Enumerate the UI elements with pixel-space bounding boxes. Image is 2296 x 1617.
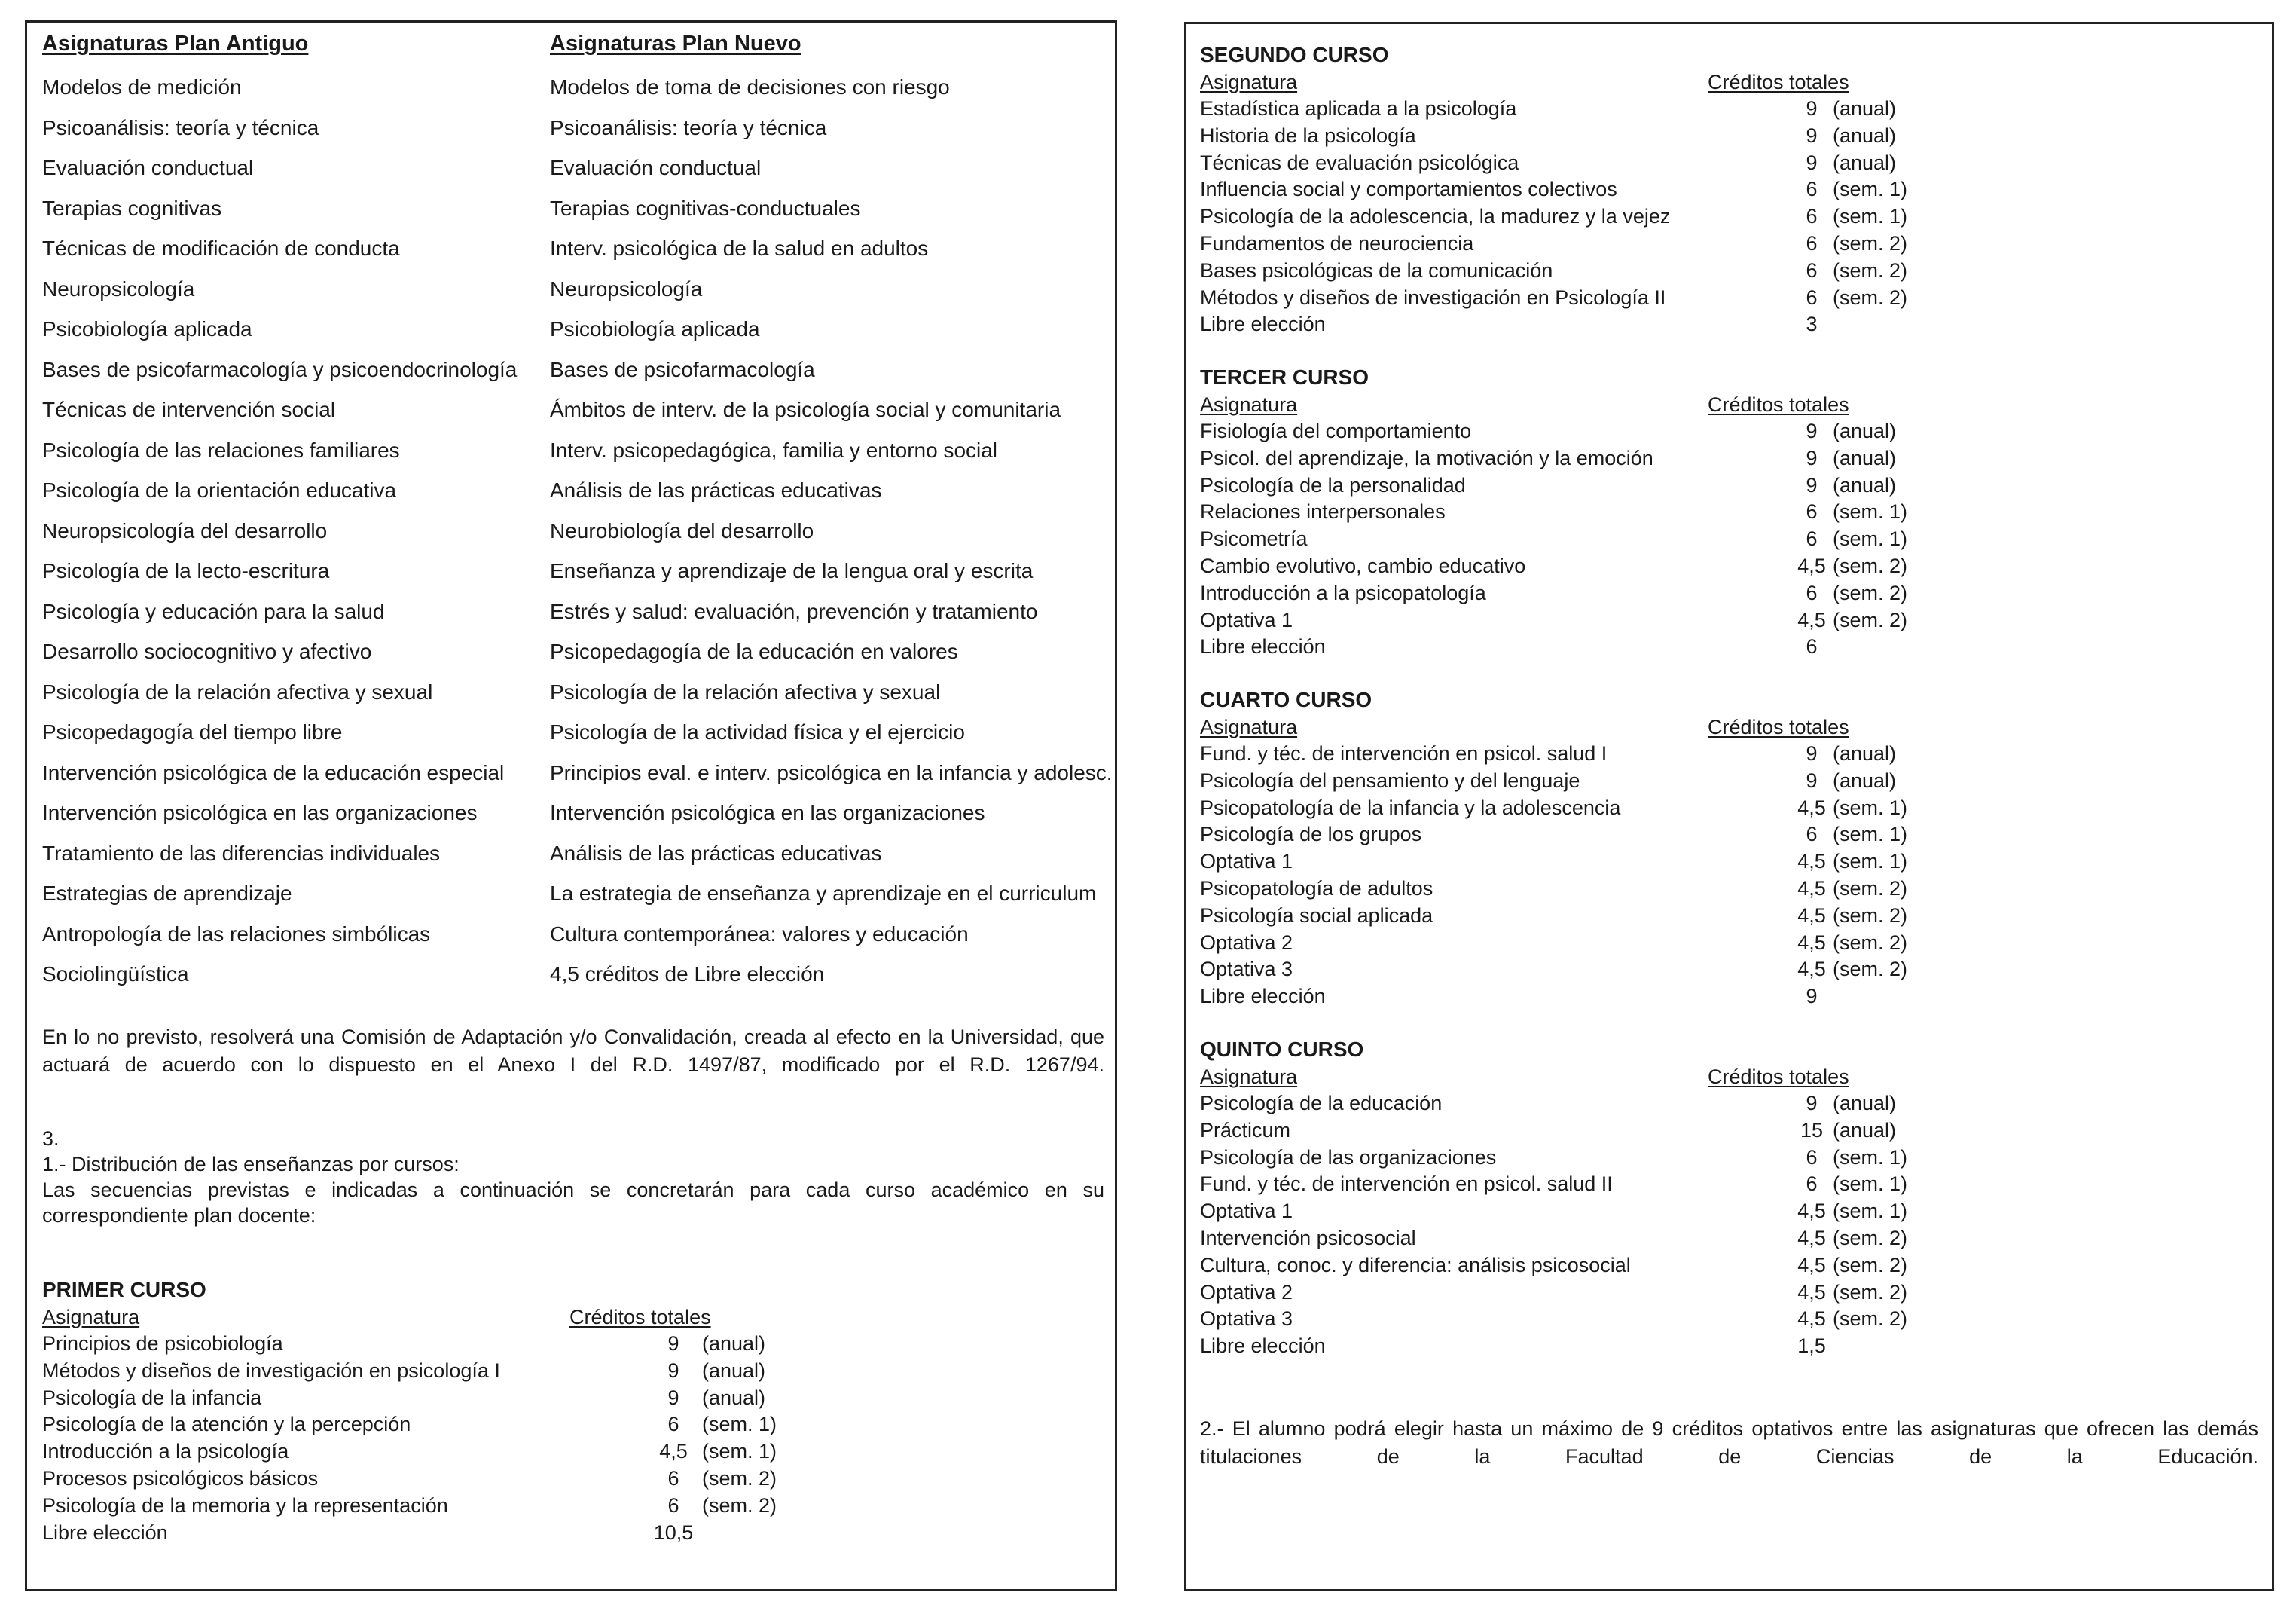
credits-value: 9 [667, 1386, 679, 1409]
credits-value: 4,5 [1797, 1280, 1826, 1304]
credits-value: 4,5 [1797, 1226, 1826, 1249]
subject-name: Procesos psicológicos básicos [42, 1466, 319, 1490]
course-header [1200, 1064, 2255, 1090]
course-row [1200, 499, 2255, 526]
col-credits-header: Créditos totales [1708, 716, 1849, 738]
course-row [1200, 176, 2255, 203]
course-row [1200, 1171, 2255, 1198]
old-subject: Desarrollo sociocognitivo y afectivo [42, 640, 372, 663]
course-row [42, 1520, 871, 1547]
new-subject: Psicología de la actividad física y el ejercicio [550, 720, 965, 744]
credits-value: 9 [1806, 985, 1818, 1008]
term-label: (sem. 2) [702, 1493, 777, 1517]
new-subject: Terapias cognitivas-conductuales [550, 196, 861, 220]
course-row [1200, 768, 2255, 795]
old-subject: Antropología de las relaciones simbólicas [42, 922, 431, 946]
term-label: (sem. 2) [1833, 1280, 1908, 1304]
subject-name: Fund. y téc. de intervención en psicol. salud II [1200, 1172, 1613, 1196]
old-subject: Psicopedagogía del tiempo libre [42, 720, 343, 744]
credits-value: 4,5 [659, 1440, 688, 1463]
credits-value: 9 [1806, 151, 1818, 174]
term-label: (sem. 2) [1833, 876, 1908, 900]
course-row [42, 1438, 871, 1466]
term-label: (sem. 2) [1833, 286, 1908, 309]
subject-name: Psicología de la atención y la percepción [42, 1413, 411, 1436]
course-row [42, 1411, 871, 1438]
equivalence-row [27, 434, 1115, 475]
right-page [1184, 22, 2274, 1591]
course-row [1200, 553, 2255, 580]
subject-name: Libre elección [42, 1521, 168, 1544]
course-row [1200, 848, 2255, 876]
course-row [1200, 150, 2255, 177]
term-label: (sem. 1) [1833, 527, 1908, 551]
col-credits-header: Créditos totales [1708, 1065, 1849, 1088]
subject-name: Optativa 1 [1200, 608, 1293, 631]
credits-value: 6 [1806, 231, 1818, 255]
old-subject: Bases de psicofarmacología y psicoendocrinología [42, 357, 518, 381]
course-row [1200, 876, 2255, 903]
new-subject: Análisis de las prácticas educativas [550, 478, 882, 502]
credits-value: 6 [1806, 500, 1818, 524]
section-subtitle: 1.- Distribución de las enseñanzas por cursos: [42, 1153, 460, 1175]
new-subject: La estrategia de enseñanza y aprendizaje en el curriculum [550, 882, 1097, 905]
credits-value: 6 [1806, 527, 1818, 551]
subject-name: Psicología de la educación [1200, 1092, 1443, 1114]
subject-name: Libre elección [1200, 313, 1326, 336]
equivalence-table [27, 71, 1115, 998]
credits-value: 6 [667, 1493, 679, 1517]
credits-value: 6 [1806, 635, 1818, 659]
old-subject: Técnicas de modificación de conducta [42, 237, 400, 260]
subject-name: Métodos y diseños de investigación en psicología I [42, 1359, 500, 1382]
term-label: (anual) [1833, 742, 1897, 765]
section-text-line: correspondiente plan docente: [42, 1204, 316, 1227]
subject-name: Cambio evolutivo, cambio educativo [1200, 554, 1526, 577]
subject-name: Intervención psicosocial [1200, 1226, 1416, 1249]
subject-name: Fund. y téc. de intervención en psicol. salud I [1200, 742, 1608, 765]
course-row [1200, 445, 2255, 472]
term-label: (anual) [702, 1386, 766, 1409]
new-subject: Psicología de la relación afectiva y sexual [550, 680, 941, 704]
term-label: (sem. 1) [1833, 1172, 1908, 1196]
new-subject: Enseñanza y aprendizaje de la lengua oral y escrita [550, 559, 1034, 582]
term-label: (sem. 2) [1833, 608, 1908, 631]
subject-name: Introducción a la psicopatología [1200, 581, 1486, 604]
course-row [1200, 634, 2255, 661]
term-label: (sem. 2) [1833, 931, 1908, 954]
credits-value: 9 [667, 1359, 679, 1382]
credits-value: 6 [1806, 178, 1818, 201]
equivalence-row [27, 112, 1115, 152]
course-cuarto [1200, 686, 2255, 1010]
course-header [42, 1304, 871, 1331]
col-credits-header: Créditos totales [1708, 393, 1849, 416]
header-new-plan: Asignaturas Plan Nuevo [550, 32, 801, 56]
new-subject: Psicobiología aplicada [550, 317, 760, 341]
course-row [1200, 1279, 2255, 1307]
course-row [42, 1358, 871, 1385]
new-subject: Cultura contemporánea: valores y educación [550, 922, 969, 946]
section-3 [42, 1126, 1104, 1228]
course-row [1200, 231, 2255, 258]
term-label: (sem. 1) [1833, 823, 1908, 846]
old-subject: Evaluación conductual [42, 156, 254, 179]
equivalence-row [27, 918, 1115, 958]
old-subject: Psicología de las relaciones familiares [42, 438, 400, 462]
credits-value: 4,5 [1797, 850, 1826, 873]
new-subject: Bases de psicofarmacología [550, 357, 815, 381]
term-label: (sem. 1) [702, 1413, 777, 1436]
credits-value: 9 [667, 1332, 679, 1355]
subject-name: Psicología de la adolescencia, la madurez y la vejez [1200, 205, 1671, 228]
credits-value: 6 [1806, 205, 1818, 228]
credits-value: 4,5 [1797, 608, 1826, 631]
course-row [42, 1466, 871, 1493]
credits-value: 6 [1806, 258, 1818, 282]
equivalence-row [27, 313, 1115, 353]
term-label: (sem. 1) [1833, 500, 1908, 524]
old-subject: Psicología y educación para la salud [42, 599, 385, 623]
term-label: (anual) [1833, 1118, 1897, 1142]
term-label: (sem. 2) [1833, 1226, 1908, 1249]
subject-name: Técnicas de evaluación psicológica [1200, 151, 1519, 174]
equivalence-row [27, 71, 1115, 112]
credits-value: 4,5 [1797, 1307, 1826, 1331]
course-header [1200, 69, 2255, 96]
course-row [1200, 1145, 2255, 1172]
old-subject: Estrategias de aprendizaje [42, 882, 292, 905]
subject-name: Optativa 3 [1200, 958, 1293, 981]
credits-value: 9 [1806, 420, 1818, 442]
term-label: (sem. 2) [1833, 258, 1908, 282]
subject-name: Libre elección [1200, 1334, 1326, 1358]
old-subject: Psicobiología aplicada [42, 317, 252, 341]
section-number: 3. [42, 1127, 60, 1150]
credits-value: 4,5 [1797, 931, 1826, 954]
credits-value: 6 [1806, 581, 1818, 604]
term-label: (sem. 1) [1833, 178, 1908, 201]
credits-value: 6 [1806, 823, 1818, 846]
term-label: (sem. 1) [1833, 796, 1908, 819]
credits-value: 6 [667, 1413, 679, 1436]
subject-name: Optativa 1 [1200, 850, 1293, 873]
course-row [1200, 903, 2255, 930]
course-row [1200, 930, 2255, 957]
new-subject: Análisis de las prácticas educativas [550, 841, 882, 865]
header-old-plan: Asignaturas Plan Antiguo [42, 32, 309, 56]
new-subject: Psicoanálisis: teoría y técnica [550, 115, 827, 139]
course-primer [42, 1276, 871, 1546]
equivalence-row [27, 393, 1115, 434]
new-subject: Psicopedagogía de la educación en valores [550, 640, 958, 663]
equivalence-row [27, 555, 1115, 595]
course-title: CUARTO CURSO [1200, 688, 1372, 711]
credits-value: 9 [1806, 97, 1818, 120]
credits-value: 4,5 [1797, 554, 1826, 577]
credits-value: 10,5 [653, 1521, 694, 1544]
credits-value: 9 [1806, 473, 1818, 497]
subject-name: Cultura, conoc. y diferencia: análisis psicosocial [1200, 1253, 1631, 1276]
new-subject: Estrés y salud: evaluación, prevención y tratamiento [550, 599, 1038, 623]
term-label: (sem. 2) [1833, 231, 1908, 255]
old-subject: Neuropsicología del desarrollo [42, 518, 328, 543]
new-subject: Neuropsicología [550, 277, 703, 301]
term-label: (sem. 2) [1833, 958, 1908, 981]
col-subject-header: Asignatura [42, 1306, 140, 1328]
old-subject: Técnicas de intervención social [42, 398, 336, 421]
subject-name: Historia de la psicología [1200, 124, 1416, 147]
equivalence-row [27, 796, 1115, 837]
equivalence-row [27, 877, 1115, 918]
col-subject-header: Asignatura [1200, 1065, 1298, 1088]
old-subject: Tratamiento de las diferencias individuales [42, 841, 441, 865]
course-row [1200, 956, 2255, 983]
term-label: (anual) [1833, 97, 1897, 120]
course-row [1200, 1198, 2255, 1225]
subject-name: Psicología del pensamiento y del lenguaje [1200, 769, 1580, 792]
term-label: (sem. 1) [1833, 1200, 1908, 1223]
credits-value: 4,5 [1797, 1200, 1826, 1223]
subject-name: Psicol. del aprendizaje, la motivación y la emoción [1200, 446, 1653, 469]
term-label: (sem. 1) [1833, 850, 1908, 873]
subject-name: Psicología social aplicada [1200, 903, 1433, 927]
credits-value: 15 [1800, 1118, 1824, 1142]
credits-value: 4,5 [1797, 876, 1826, 900]
term-label: (anual) [1833, 446, 1897, 469]
course-header [1200, 714, 2255, 741]
new-subject: Interv. psicopedagógica, familia y entorno social [550, 438, 998, 462]
equivalence-row [27, 232, 1115, 273]
term-label: (sem. 2) [1833, 1253, 1908, 1276]
subject-name: Fisiología del comportamiento [1200, 420, 1472, 442]
credits-value: 4,5 [1797, 958, 1826, 981]
course-row [42, 1331, 871, 1358]
col-credits-header: Créditos totales [1708, 71, 1849, 93]
course-row [1200, 526, 2255, 553]
equivalence-row [27, 474, 1115, 515]
equivalence-row [27, 837, 1115, 878]
subject-name: Psicopatología de adultos [1200, 876, 1433, 900]
course-row [1200, 580, 2255, 607]
subject-name: Fundamentos de neurociencia [1200, 231, 1474, 255]
course-header [1200, 392, 2255, 418]
subject-name: Libre elección [1200, 985, 1326, 1008]
term-label: (anual) [1833, 769, 1897, 792]
subject-name: Psicología de las organizaciones [1200, 1145, 1497, 1169]
equivalence-row [27, 757, 1115, 797]
credits-value: 9 [1806, 124, 1818, 147]
term-label: (anual) [1833, 420, 1897, 442]
course-quinto [1200, 1035, 2255, 1360]
course-row [1200, 418, 2255, 445]
left-page [25, 20, 1117, 1591]
course-title: SEGUNDO CURSO [1200, 43, 1389, 66]
term-label: (sem. 2) [1833, 581, 1908, 604]
subject-name: Psicometría [1200, 527, 1308, 551]
credits-value: 6 [1806, 286, 1818, 309]
subject-name: Relaciones interpersonales [1200, 500, 1446, 524]
term-label: (anual) [702, 1359, 766, 1382]
subject-name: Introducción a la psicología [42, 1440, 289, 1463]
term-label: (sem. 1) [1833, 205, 1908, 228]
equivalence-row [27, 192, 1115, 233]
course-row [42, 1493, 871, 1520]
term-label: (sem. 2) [1833, 1307, 1908, 1331]
credits-value: 4,5 [1797, 903, 1826, 927]
credits-value: 4,5 [1797, 796, 1826, 819]
new-subject: Ámbitos de interv. de la psicología social y comunitaria [550, 398, 1061, 421]
old-subject: Psicología de la relación afectiva y sexual [42, 680, 433, 704]
subject-name: Optativa 2 [1200, 1280, 1293, 1304]
course-row [1200, 983, 2255, 1010]
subject-name: Principios de psicobiología [42, 1332, 283, 1355]
subject-name: Psicopatología de la infancia y la adolescencia [1200, 796, 1621, 819]
subject-name: Psicología de los grupos [1200, 823, 1422, 846]
credits-value: 9 [1806, 446, 1818, 469]
equivalence-row [27, 958, 1115, 998]
equivalence-row [27, 353, 1115, 394]
course-row [1200, 741, 2255, 768]
old-subject: Terapias cognitivas [42, 196, 222, 220]
equivalence-header [27, 32, 1115, 65]
equivalence-row [27, 676, 1115, 717]
course-row [1200, 795, 2255, 822]
credits-value: 9 [1806, 742, 1818, 765]
course-row [1200, 472, 2255, 500]
course-row [1200, 1225, 2255, 1252]
course-title: TERCER CURSO [1200, 365, 1369, 389]
term-label: (sem. 1) [1833, 1145, 1908, 1169]
section-text-line: Las secuencias previstas e indicadas a continuación se concretarán para cada curso académico en su [42, 1178, 1104, 1201]
equivalence-row [27, 515, 1115, 555]
credits-value: 9 [1806, 769, 1818, 792]
course-row [1200, 1333, 2255, 1360]
old-subject: Sociolingüística [42, 962, 189, 986]
old-subject: Psicología de la orientación educativa [42, 478, 397, 502]
col-subject-header: Asignatura [1200, 393, 1298, 416]
new-subject: Principios eval. e interv. psicológica en la infancia y adolesc. [550, 760, 1113, 784]
subject-name: Optativa 1 [1200, 1200, 1293, 1223]
course-title: PRIMER CURSO [42, 1278, 206, 1301]
subject-name: Prácticum [1200, 1118, 1291, 1142]
term-label: (sem. 2) [1833, 554, 1908, 577]
subject-name: Influencia social y comportamientos colectivos [1200, 178, 1617, 201]
credits-value: 6 [1806, 1172, 1818, 1196]
subject-name: Optativa 2 [1200, 931, 1293, 954]
old-subject: Neuropsicología [42, 277, 195, 301]
equivalence-row [27, 273, 1115, 313]
optional-credits-note: 2.- El alumno podrá elegir hasta un máximo de 9 créditos optativos entre las asignaturas que ofrecen las demás titulaciones de la Facultad de Ciencias de la Educación. [1200, 1417, 2258, 1468]
term-label: (anual) [1833, 1092, 1897, 1114]
new-subject: 4,5 créditos de Libre elección [550, 962, 825, 986]
old-subject: Intervención psicológica en las organizaciones [42, 801, 478, 824]
course-tercer [1200, 363, 2255, 661]
old-subject: Modelos de medición [42, 75, 242, 99]
credits-value: 3 [1806, 313, 1818, 336]
old-subject: Intervención psicológica de la educación especial [42, 760, 505, 784]
course-row [1200, 1117, 2255, 1145]
term-label: (anual) [702, 1332, 766, 1355]
equivalence-row [27, 635, 1115, 676]
col-subject-header: Asignatura [1200, 71, 1298, 93]
term-label: (anual) [1833, 124, 1897, 147]
new-subject: Interv. psicológica de la salud en adultos [550, 237, 929, 260]
course-row [1200, 821, 2255, 848]
course-row [1200, 1090, 2255, 1117]
old-subject: Psicoanálisis: teoría y técnica [42, 115, 319, 139]
credits-value: 6 [1806, 1145, 1818, 1169]
term-label: (sem. 2) [1833, 903, 1908, 927]
course-title: QUINTO CURSO [1200, 1038, 1364, 1061]
course-segundo [1200, 41, 2255, 338]
course-row [1200, 311, 2255, 338]
course-row [42, 1385, 871, 1412]
course-row [1200, 96, 2255, 123]
subject-name: Libre elección [1200, 635, 1326, 659]
subject-name: Psicología de la personalidad [1200, 473, 1466, 497]
term-label: (sem. 1) [702, 1440, 777, 1463]
credits-value: 4,5 [1797, 1253, 1826, 1276]
subject-name: Estadística aplicada a la psicología [1200, 97, 1517, 120]
credits-value: 1,5 [1797, 1334, 1826, 1358]
subject-name: Psicología de la memoria y la representación [42, 1493, 448, 1517]
equivalence-row [27, 151, 1115, 192]
new-subject: Neurobiología del desarrollo [550, 518, 814, 543]
col-credits-header: Créditos totales [569, 1306, 711, 1328]
equivalence-row [27, 716, 1115, 757]
equivalence-row [27, 595, 1115, 636]
subject-name: Optativa 3 [1200, 1307, 1293, 1331]
credits-value: 9 [1806, 1092, 1818, 1114]
course-row [1200, 1252, 2255, 1279]
course-row [1200, 123, 2255, 150]
subject-name: Métodos y diseños de investigación en Psicología II [1200, 286, 1666, 309]
term-label: (anual) [1833, 151, 1897, 174]
term-label: (anual) [1833, 473, 1897, 497]
course-row [1200, 1306, 2255, 1333]
credits-value: 6 [667, 1466, 679, 1490]
old-subject: Psicología de la lecto-escritura [42, 559, 330, 582]
course-row [1200, 285, 2255, 312]
subject-name: Psicología de la infancia [42, 1386, 262, 1409]
new-subject: Modelos de toma de decisiones con riesgo [550, 75, 950, 99]
subject-name: Bases psicológicas de la comunicación [1200, 258, 1553, 282]
new-subject: Intervención psicológica en las organizaciones [550, 801, 985, 824]
new-subject: Evaluación conductual [550, 156, 762, 179]
course-row [1200, 607, 2255, 634]
adaptation-note: En lo no previsto, resolverá una Comisión de Adaptación y/o Convalidación, creada al efecto en la Universidad, que actuará de acuerdo con lo dispuesto en el Anexo I del R.D. 1497/87, modificado por el R.D. 1267/94. [42, 1026, 1104, 1076]
course-row [1200, 258, 2255, 285]
term-label: (sem. 2) [702, 1466, 777, 1490]
course-row [1200, 203, 2255, 231]
col-subject-header: Asignatura [1200, 716, 1298, 738]
